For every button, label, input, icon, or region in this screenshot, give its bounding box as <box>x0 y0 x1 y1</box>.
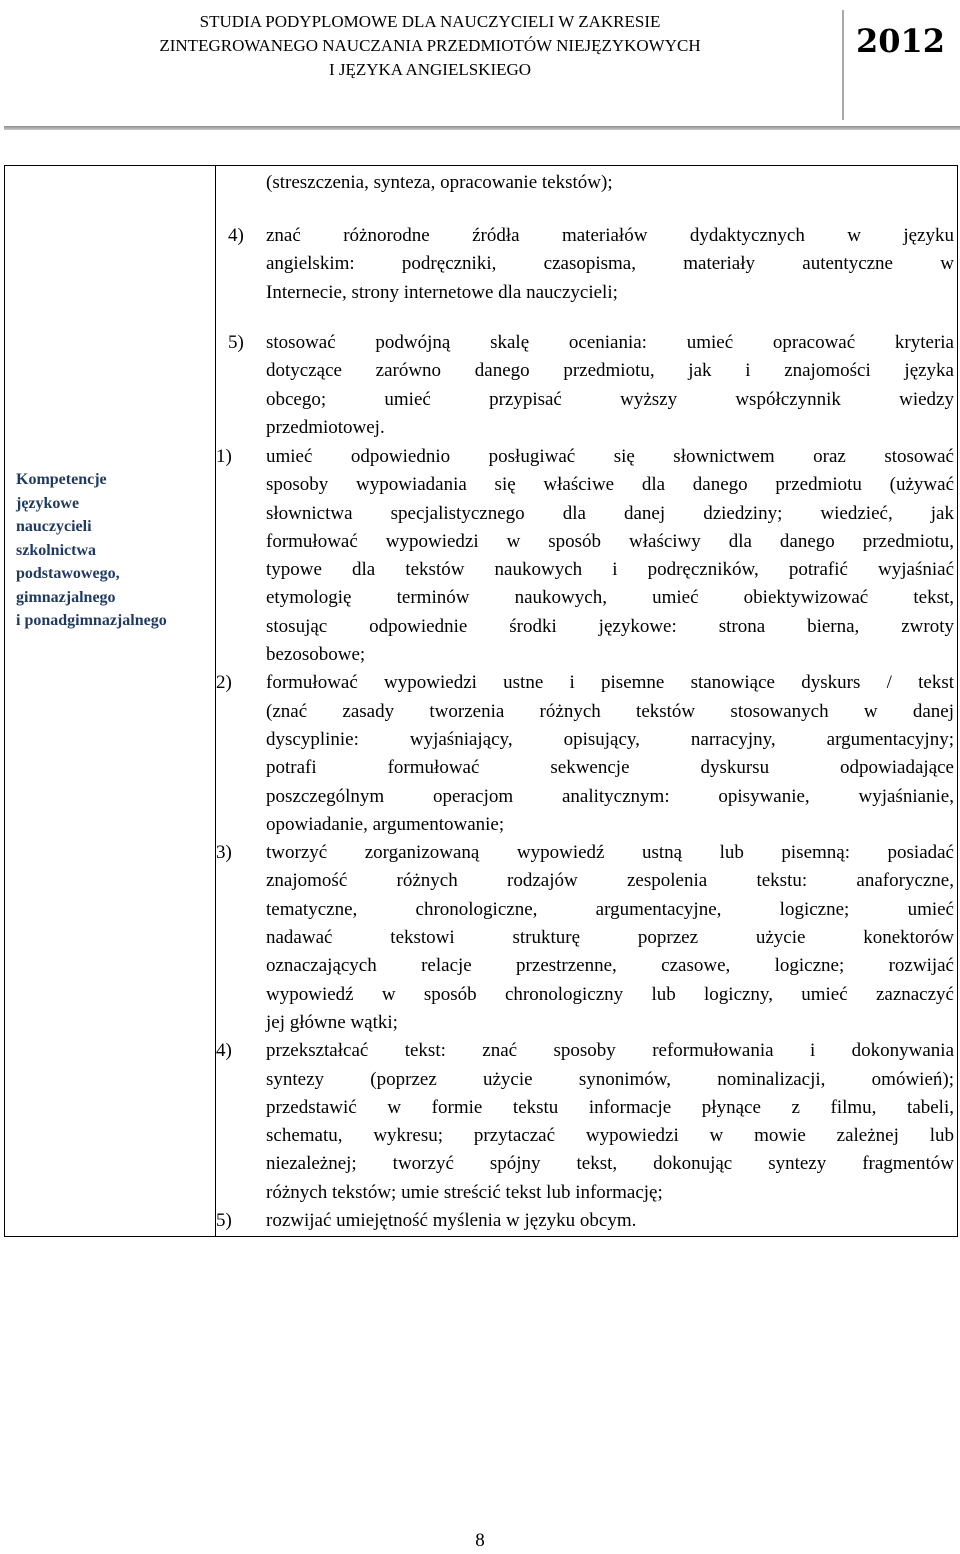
continuation-line: (streszczenia, synteza, opracowanie tekstów); <box>266 172 613 193</box>
item-line: typowe dla tekstów naukowych i podręczników, potrafić wyjaśniać <box>266 559 954 581</box>
item-line: tworzyć zorganizowaną wypowiedź ustną lub pisemną: posiadać <box>266 842 954 864</box>
label-line: nauczycieli <box>16 518 92 535</box>
item-line: wypowiedź w sposób chronologiczny lub logiczny, umieć zaznaczyć <box>266 983 954 1005</box>
item-line: stosując odpowiednie środki językowe: strona bierna, zwroty <box>266 615 954 637</box>
item-line: tematyczne, chronologiczne, argumentacyjne, logiczne; umieć <box>266 898 954 920</box>
item-line: słownictwa specjalistycznego dla danej dziedziny; wiedzieć, jak <box>266 502 954 524</box>
list-item <box>216 443 954 669</box>
item-line: syntezy (poprzez użycie synonimów, nominalizacji, omówień); <box>266 1068 954 1090</box>
item-number: 3) <box>216 842 232 864</box>
item-line: dyscyplinie: wyjaśniający, opisujący, narracyjny, argumentacyjny; <box>266 728 954 750</box>
list-item <box>216 669 954 839</box>
list-item <box>228 222 954 307</box>
item-line: przedmiotowej. <box>266 416 385 438</box>
item-line: oznaczających relacje przestrzenne, czasowe, logiczne; rozwijać <box>266 955 954 977</box>
competency-label <box>16 468 214 633</box>
item-line: potrafi formułować sekwencje dyskursu odpowiadające <box>266 757 954 779</box>
item-line: poszczególnym operacjom analitycznym: opisywanie, wyjaśnianie, <box>266 785 954 807</box>
item-line: Internecie, strony internetowe dla nauczycieli; <box>266 281 618 303</box>
item-line: rozwijać umiejętność myślenia w języku obcym. <box>266 1210 637 1232</box>
header-year-box <box>842 10 960 120</box>
item-number: 4) <box>216 1040 232 1062</box>
item-line: znać różnorodne źródła materiałów dydaktycznych w języku <box>266 225 954 246</box>
page-header <box>0 0 960 130</box>
item-line: nadawać tekstowi strukturę poprzez użycie konektorów <box>266 927 954 949</box>
item-line: formułować wypowiedzi ustne i pisemne stanowiące dyskurs / tekst <box>266 672 954 694</box>
item-line: (znać zasady tworzenia różnych tekstów stosowanych w danej <box>266 700 954 722</box>
item-line: znajomość różnych rodzajów zespolenia tekstu: anaforyczne, <box>266 870 954 892</box>
item-line: stosować podwójną skalę oceniania: umieć opracować kryteria <box>266 332 954 353</box>
list-item <box>216 1207 954 1235</box>
page-number: 8 <box>475 1530 485 1551</box>
item-line: przekształcać tekst: znać sposoby reformułowania i dokonywania <box>266 1040 954 1062</box>
item-line: jej główne wątki; <box>266 1011 398 1033</box>
header-rule <box>4 126 960 130</box>
item-line: różnych tekstów; umie streścić tekst lub informację; <box>266 1181 663 1203</box>
item-number: 5) <box>216 1210 232 1232</box>
item-line: opowiadanie, argumentowanie; <box>266 813 505 835</box>
item-number: 2) <box>216 672 232 694</box>
item-line: umieć odpowiednio posługiwać się słownictwem oraz stosować <box>266 446 954 467</box>
header-title-line: I JĘZYKA ANGIELSKIEGO <box>328 60 532 79</box>
label-line: szkolnictwa <box>16 541 96 559</box>
label-line: podstawowego, <box>16 565 120 582</box>
item-number: 5) <box>228 332 244 353</box>
item-line: dotyczące zarówno danego przedmiotu, jak i znajomości języka <box>266 360 954 382</box>
table-left-column <box>4 165 216 1237</box>
header-title-line: STUDIA PODYPLOMOWE DLA NAUCZYCIELI W ZAKRESIE <box>199 12 661 31</box>
label-line: i ponadgimnazjalnego <box>16 612 167 629</box>
label-line: Kompetencje <box>16 471 107 488</box>
item-line: niezależnej; tworzyć spójny tekst, dokonując syntezy fragmentów <box>266 1153 954 1175</box>
label-line: językowe <box>16 494 80 512</box>
numbered-list <box>216 443 954 1235</box>
list-item <box>216 1037 954 1207</box>
item-number: 4) <box>228 225 244 246</box>
header-year: 2012 <box>856 22 946 60</box>
item-line: schematu, wykresu; przytaczać wypowiedzi w mowie zależnej lub <box>266 1125 954 1147</box>
item-line: przedstawić w formie tekstu informacje płynące z filmu, tabeli, <box>266 1096 954 1118</box>
item-line: bezosobowe; <box>266 644 366 666</box>
item-line: etymologię terminów naukowych, umieć obiektywizować tekst, <box>266 587 954 609</box>
item-line: angielskim: podręczniki, czasopisma, materiały autentyczne w <box>266 253 954 275</box>
label-line: gimnazjalnego <box>16 588 116 606</box>
header-title-line: ZINTEGROWANEGO NAUCZANIA PRZEDMIOTÓW NIEJĘZYKOWYCH <box>159 36 701 55</box>
item-line: sposoby wypowiadania się właściwe dla danego przedmiotu (używać <box>266 474 954 496</box>
list-item <box>228 329 954 438</box>
item-line: obcego; umieć przypisać wyższy współczynnik wiedzy <box>266 388 954 410</box>
header-title <box>40 10 820 82</box>
list-item <box>216 839 954 1037</box>
item-number: 1) <box>216 446 232 467</box>
item-line: formułować wypowiedzi w sposób właściwy dla danego przedmiotu, <box>266 530 954 552</box>
